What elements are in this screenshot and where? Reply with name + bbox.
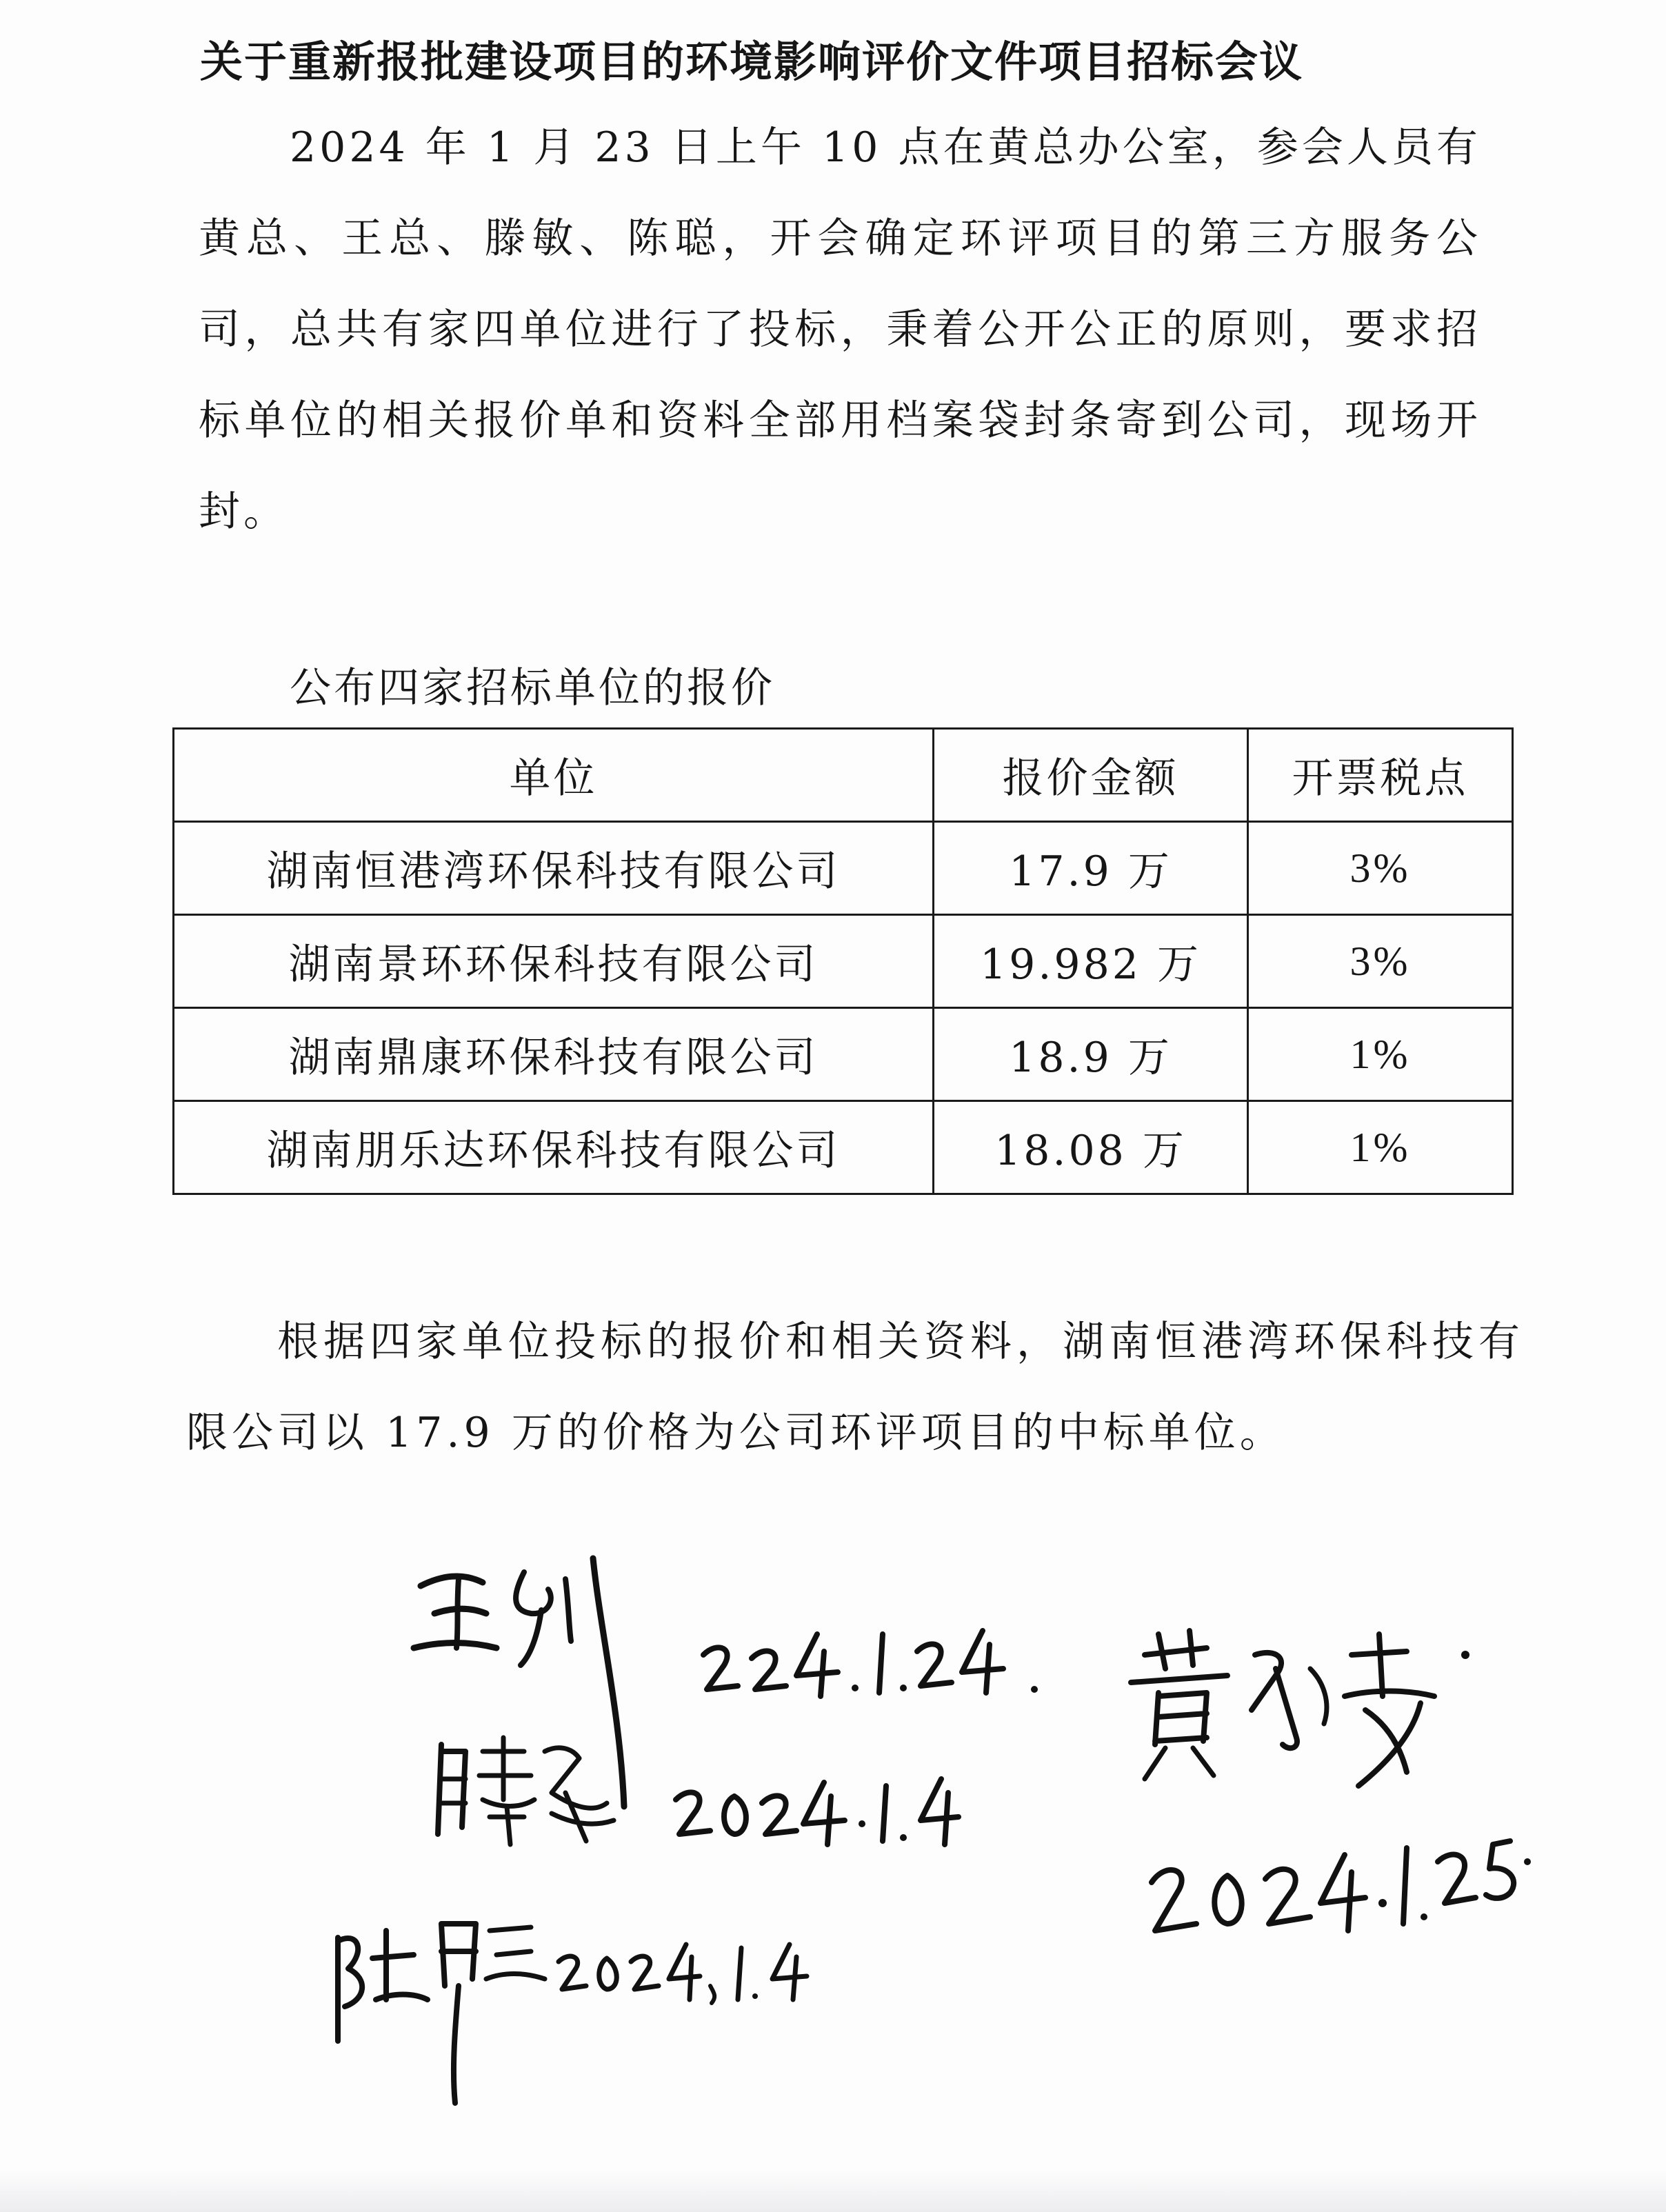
table-row (174, 1101, 1513, 1194)
cell-quote-amount: 19.982 万 (934, 915, 1248, 1008)
signature-huang-graphic (1117, 1627, 1476, 1800)
signature-teng-graphic (414, 1724, 621, 1848)
bid-quotes-table (172, 727, 1514, 1195)
cell-unit: 湖南鼎康环保科技有限公司 (174, 1008, 934, 1101)
signature-chen-graphic (324, 1903, 559, 2110)
table-row (174, 1008, 1513, 1101)
cell-unit: 湖南朋乐达环保科技有限公司 (174, 1101, 934, 1194)
header-unit: 单位 (174, 729, 934, 822)
cell-tax-rate: 1% (1248, 1101, 1513, 1194)
cell-quote-amount: 18.08 万 (934, 1101, 1248, 1194)
table-row (174, 915, 1513, 1008)
signature-wang-date-graphic (696, 1613, 1055, 1710)
cell-tax-rate: 3% (1248, 822, 1513, 915)
signature-chen-date (552, 1931, 814, 2009)
scan-edge-shading (0, 2171, 1666, 2212)
signature-chen (324, 1903, 559, 2113)
cell-tax-rate: 3% (1248, 915, 1513, 1008)
table-caption: 公布四家招标单位的报价 (290, 664, 775, 712)
meeting-paragraph: 2024 年 1 月 23 日上午 10 点在黄总办公室，参会人员有黄总、王总、滕敏、陈聪，开会确定环评项目的第三方服务公司，总共有家四单位进行了投标，秉着公开公正的原则，要求招标单位的相关报价单和资料全部用档案袋封条寄到公司，现场开封。 (199, 123, 1481, 536)
signature-teng-date (669, 1765, 959, 1858)
cell-unit: 湖南恒港湾环保科技有限公司 (174, 822, 934, 915)
conclusion-paragraph: 根据四家单位投标的报价和相关资料，湖南恒港湾环保科技有限公司以 17.9 万的价格为公司环评项目的中标单位。 (186, 1318, 1524, 1457)
signature-teng (414, 1724, 621, 1851)
cell-tax-rate: 1% (1248, 1008, 1513, 1101)
cell-quote-amount: 18.9 万 (934, 1008, 1248, 1101)
signature-chen-date-graphic (552, 1931, 814, 2007)
signature-huang (1117, 1627, 1476, 1802)
header-quote-amount: 报价金额 (934, 729, 1248, 822)
document-title: 关于重新报批建设项目的环境影响评价文件项目招标会议 (200, 37, 1304, 87)
table-header-row (174, 729, 1513, 822)
table-row (174, 822, 1513, 915)
header-tax-rate: 开票税点 (1248, 729, 1513, 822)
cell-quote-amount: 17.9 万 (934, 822, 1248, 915)
signature-wang-date (696, 1613, 1055, 1713)
signature-teng-date-graphic (669, 1765, 959, 1855)
signature-huang-date (1145, 1820, 1531, 1954)
signature-huang-date-graphic (1145, 1820, 1531, 1951)
cell-unit: 湖南景环环保科技有限公司 (174, 915, 934, 1008)
